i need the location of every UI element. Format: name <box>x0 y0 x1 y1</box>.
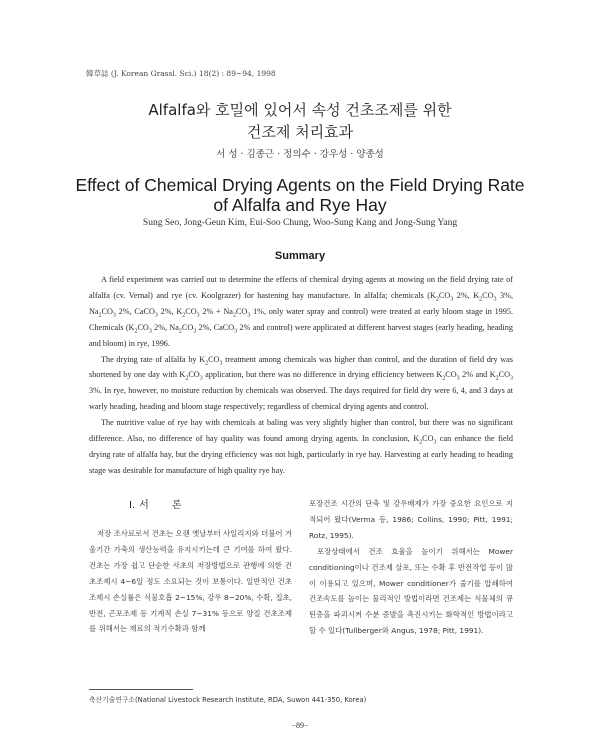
section-title: 서 <box>139 500 152 511</box>
summary-abstract <box>89 272 513 479</box>
korean-title-line-1: Alfalfa와 호밀에 있어서 속성 건초조제를 위한 <box>148 101 452 119</box>
summary-paragraph-3: The nutritive value of rye hay with chemicals at baling was very slightly higher than control, but there was no significant difference. Also, no difference of hay quality was found among drying agents. In conclusion, $K_2CO_3$ can enhance the field drying rate of alfalfa hay, but the drying efficiency was not high, particularly in rye hay. Harvesting at early heading to heading stage was desirable for manufacture of high quality rye hay. <box>89 418 513 475</box>
korean-title-line-2: 건조제 처리효과 <box>246 123 354 141</box>
korean-authors: 서 성 · 김종근 · 정의수 · 강우성 · 양종성 <box>216 149 384 160</box>
summary-paragraph-1: A field experiment was carried out to determine the effects of chemical drying agents at mowing on the field drying rate of alfalfa (cv. Vernal) and rye (cv. Koolgrazer) for hastening hay manufacture. In alfalfa; chemicals ($K_2CO_3$ 2%, $K_2CO_3$ 3%, $Na_2CO_3$ 2%, CaCO$_3$ 2%, $K_2CO_3$ $2\% + Na_2CO_3$ 1%, only water spray and control) were treated at early bloom stage in 1995. Chemicals ($K_2CO_3$ 2%, $Na_2CO_3$ 2%, CaCO$_3$ 2% and control) were applicated at different harvest stages (early heading, heading and bloom) in rye, 1996. <box>89 275 514 348</box>
left-column <box>89 496 292 637</box>
section-number: Ⅰ. <box>129 500 136 511</box>
journal-citation: 韓草誌 (J. Korean Grassl. Sci.) 18(2) : 89~94, 1998 <box>86 69 276 78</box>
footnote-divider <box>89 689 193 690</box>
english-title-line-2: of Alfalfa and Rye Hay <box>213 195 387 215</box>
english-authors: Sung Seo, Jong-Geun Kim, Eui-Soo Chung, Woo-Sung Kang and Jong-Sung Yang <box>142 218 458 228</box>
intro-paragraph-1: 저장 조사료로서 건초는 오랜 옛날부터 사일리지와 더불어 겨울기간 가축의 생산능력을 유지시키는데 큰 기여를 하여 왔다. 건초는 가장 쉽고 단순한 사초의 저장방법으로 관행에 의한 건초조제시 4~6일 정도 소요되는 것이 보통이다. 일반적인 건초조제시 손실률은 식물호흡 2~15%, 강우 8~20%, 수확, 집초, 반전, 곤포조제 등 기계적 손실 7~31% 등으로 양질 건초조제를 위해서는 재료의 적기수확과 함께 <box>89 529 292 634</box>
intro-paragraph-2: 포장상태에서 건조 효율을 높이기 위해서는 Mower conditioning이나 건조제 살포, 또는 수확 후 반전작업 등이 많이 이용되고 있으며, Mower conditioner가 줄기를 압쇄하여 건조속도를 높이는 물리적인 방법이라면 건조제는 식물체의 큐틴층을 파괴시켜 수분 증발을 촉진시키는 화학적인 방법이라고 할 수 있다(Tullberger와 Angus, 1978; Pitt, 1991). <box>309 546 513 636</box>
section-title-part-2: 론 <box>171 500 182 511</box>
section-heading-introduction <box>89 496 292 526</box>
summary-paragraph-2: The drying rate of alfalfa by $K_2CO_3$ treatment among chemicals was higher than control, and the duration of field dry was shortened by one day with $K_2CO_3$ application, but there was no difference in drying efficiency between $K_2CO_3$ 2% and $K_2CO_3$ 3%. In rye, however, no moisture reduction by chemicals was observed. The days required for field dry were 6, 4, and 3 days at warly heading, heading and bloom stage respectively; regardless of chemical drying agents and control. <box>89 354 513 412</box>
page-number: −89− <box>291 721 309 730</box>
intro-paragraph-1-continued: 포장건조 시간의 단축 및 강우배제가 가장 중요한 요인으로 지적되어 왔다(Verma 등, 1986; Collins, 1990; Pitt, 1991; Rotz, 1995). <box>309 499 513 540</box>
summary-heading: Summary <box>274 250 326 262</box>
right-column <box>309 496 513 639</box>
author-affiliation: 축산기술연구소(National Livestock Research Institute, RDA, Suwon 441-350, Korea) <box>89 696 367 704</box>
english-title-line-1: Effect of Chemical Drying Agents on the Field Drying Rate <box>75 175 525 195</box>
